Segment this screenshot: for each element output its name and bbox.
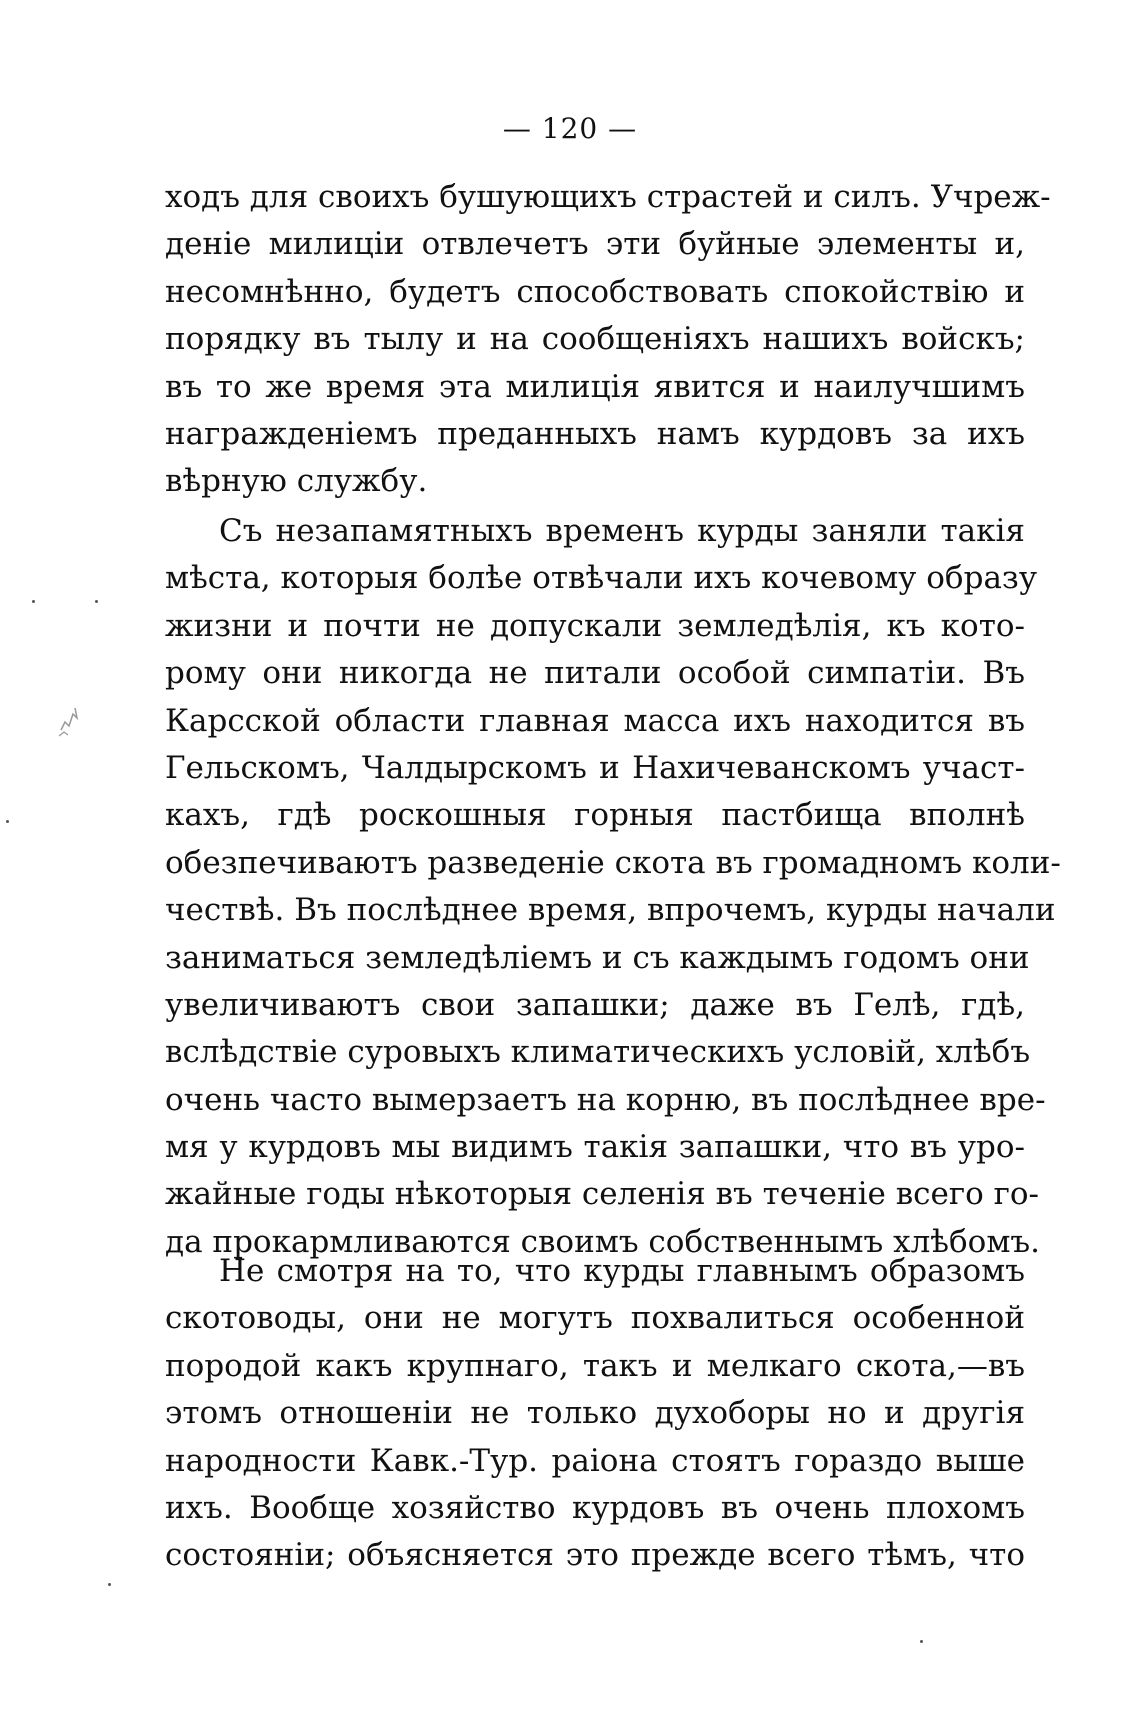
text-line: Съ незапамятныхъ временъ курды заняли такія	[219, 513, 1025, 549]
text-line: этомъ отношеніи не только духоборы но и другія	[165, 1395, 1025, 1432]
text-line: порядку въ тылу и на сообщеніяхъ нашихъ войскъ;	[165, 321, 1025, 358]
text-line: чествѣ. Въ послѣднее время, впрочемъ, курды начали	[165, 892, 1056, 929]
text-line: народности Кавк.-Тур. раіона стоятъ гораздо выше	[165, 1442, 1025, 1479]
text-line: да прокармливаются своимъ собственнымъ хлѣбомъ.	[165, 1223, 1041, 1260]
text-line: вѣрную службу.	[165, 463, 428, 500]
text-line: мя у курдовъ мы видимъ такія запашки, что въ уро-	[165, 1129, 1025, 1166]
text-line: состояніи; объясняется это прежде всего тѣмъ, что	[165, 1537, 1025, 1574]
text-line: въ то же время эта милиція явится и наилучшимъ	[165, 368, 1025, 405]
text-line: вслѣдствіе суровыхъ климатическихъ условій, хлѣбъ	[165, 1034, 1031, 1071]
text-line: ходъ для своихъ бушующихъ страстей и силъ. Учреж-	[165, 179, 1051, 215]
scan-speck	[95, 600, 98, 603]
scan-smudge	[55, 700, 83, 740]
text-line: заниматься земледѣліемъ и съ каждымъ годомъ они	[165, 939, 1030, 976]
paragraph-1	[165, 174, 1051, 506]
text-line: Карсской области главная масса ихъ находится въ	[165, 702, 1025, 739]
text-line: кахъ, гдѣ роскошныя горныя пастбища вполнѣ	[165, 797, 1025, 834]
paragraph-2	[165, 508, 1061, 1266]
text-line: мѣста, которыя болѣе отвѣчали ихъ кочевому образу	[165, 560, 1038, 597]
scan-speck	[108, 1583, 111, 1586]
text-line: рому они никогда не питали особой симпатіи. Въ	[165, 655, 1025, 692]
text-line: увеличиваютъ свои запашки; даже въ Гелѣ, гдѣ,	[165, 986, 1025, 1023]
text-line: обезпечиваютъ разведеніе скота въ громадномъ коли-	[165, 844, 1061, 881]
text-line: жайные годы нѣкоторыя селенія въ теченіе всего го-	[165, 1176, 1040, 1213]
text-line: очень часто вымерзаетъ на корню, въ послѣднее вре-	[165, 1081, 1046, 1118]
text-line: скотоводы, они не могутъ похвалиться особенной	[165, 1300, 1025, 1337]
text-line: Не смотря на то, что курды главнымъ образомъ	[219, 1253, 1025, 1289]
scan-speck	[32, 600, 35, 603]
paragraph-3	[165, 1248, 1025, 1580]
text-line: деніе милиціи отвлечетъ эти буйные элементы и,	[165, 226, 1025, 263]
text-line: жизни и почти не допускали земледѣлія, къ кото-	[165, 607, 1025, 644]
text-line: Гельскомъ, Чалдырскомъ и Нахичеванскомъ участ-	[165, 749, 1025, 786]
scan-speck	[920, 1640, 923, 1643]
text-line: награжденіемъ преданныхъ намъ курдовъ за ихъ	[165, 415, 1025, 452]
scan-speck	[6, 820, 9, 823]
page-number: — 120 —	[502, 112, 638, 145]
text-line: несомнѣнно, будетъ способствовать спокойствію и	[165, 273, 1025, 310]
text-line: ихъ. Вообще хозяйство курдовъ въ очень плохомъ	[165, 1489, 1025, 1526]
text-line: породой какъ крупнаго, такъ и мелкаго скота,—въ	[165, 1347, 1025, 1384]
